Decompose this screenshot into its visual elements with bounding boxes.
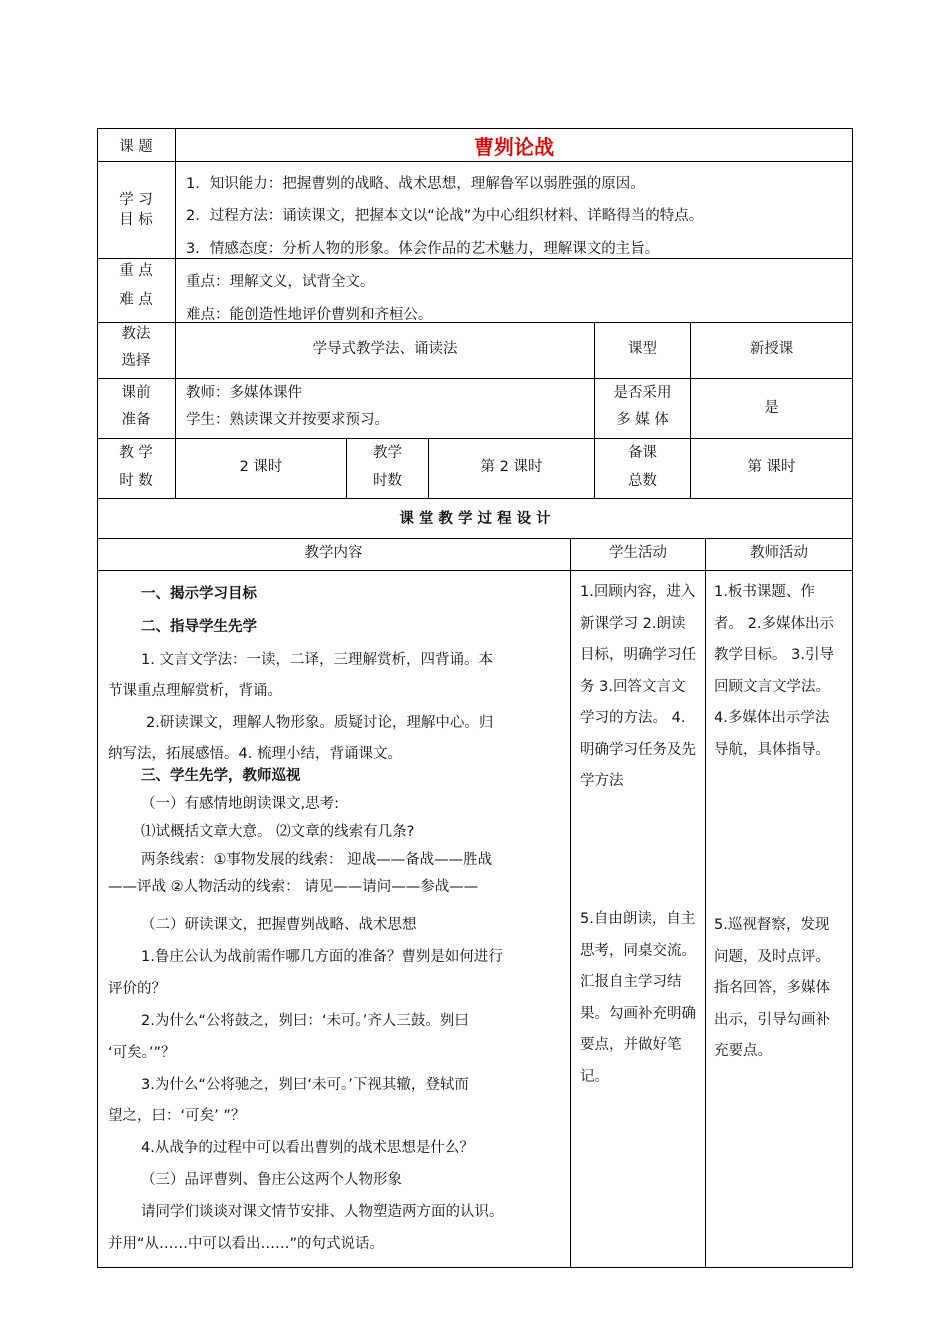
- content-line: ‘可矣。’”？: [108, 1045, 176, 1061]
- goal-item: 1．知识能力：把握曹刿的战略、战术思想，理解鲁军以弱胜强的原因。: [186, 176, 645, 192]
- content-line: 节课重点理解赏析，背诵。: [108, 683, 282, 699]
- content-line: ——评战 ②人物活动的线索： 请见——请问——参战——: [108, 879, 479, 895]
- backup-label-1: 备课: [628, 445, 657, 461]
- media-value: 是: [764, 400, 779, 416]
- method-label-1: 教法: [121, 326, 151, 342]
- content-line: （三）品评曹刿、鲁庄公这两个人物形象: [141, 1172, 402, 1188]
- prep-student: 学生：熟读课文并按要求预习。: [186, 412, 389, 428]
- period-label-1: 教学: [373, 445, 402, 461]
- prep-label-2: 准备: [121, 412, 151, 428]
- key-label-2: 难 点: [119, 292, 153, 308]
- backup-value: 第 课时: [747, 459, 796, 475]
- col-content-header: 教学内容: [304, 545, 363, 561]
- col-teacher-header: 教师活动: [750, 545, 808, 561]
- hours-value: 2 课时: [239, 459, 283, 475]
- content-line: 两条线索：①事物发展的线索： 迎战——备战——胜战: [141, 852, 493, 868]
- prep-teacher: 教师：多媒体课件: [186, 385, 302, 401]
- method-value: 学导式教学法、诵读法: [312, 341, 458, 357]
- content-line: 2.为什么“公将鼓之，刿曰：‘未可。’齐人三鼓。刿曰: [141, 1013, 469, 1029]
- difficult-point: 难点：能创造性地评价曹刿和齐桓公。: [186, 307, 433, 323]
- period-label-2: 时数: [373, 473, 402, 489]
- lesson-title: 曹刿论战: [474, 135, 554, 159]
- content-line: 纳写法，拓展感悟。4. 梳理小结，背诵课文。: [108, 746, 402, 762]
- content-line: ⑴试概括文章大意。 ⑵文章的线索有几条?: [141, 824, 415, 840]
- student-activity-2: 5.自由朗读，自主思考，同桌交流。汇报自主学习结果。勾画补充明确要点，并做好笔记。: [580, 911, 696, 1085]
- content-line: 请同学们谈谈对课文情节安排、人物塑造两方面的认识。: [141, 1204, 504, 1220]
- content-line: 二、指导学生先学: [141, 619, 257, 635]
- hours-label-2: 时 数: [119, 473, 153, 489]
- content-line: 评价的？: [108, 981, 166, 997]
- media-label-1: 是否采用: [613, 385, 672, 401]
- goal-item: 3．情感态度：分析人物的形象。体会作品的艺术魅力，理解课文的主旨。: [186, 241, 660, 257]
- teacher-activity-2: 5.巡视督察，发现问题，及时点评。指名回答，多媒体出示，引导勾画补充要点。: [714, 917, 830, 1059]
- type-label: 课型: [628, 341, 657, 357]
- type-value: 新授课: [749, 341, 794, 357]
- content-line: 一、揭示学习目标: [141, 586, 257, 602]
- media-label-2: 多 媒 体: [616, 412, 669, 428]
- goal-item: 2．过程方法：诵读课文，把握本文以“论战”为中心组织材料、详略得当的特点。: [186, 208, 704, 224]
- prep-label-1: 课前: [121, 385, 151, 401]
- content-line: 并用“从……中可以看出……”的句式说话。: [108, 1236, 385, 1252]
- backup-label-2: 总数: [628, 473, 657, 489]
- key-point: 重点：理解文义，试背全文。: [186, 274, 375, 290]
- content-line: 1. 文言文学法：一读，二译，三理解赏析，四背诵。本: [141, 652, 493, 668]
- col-student-header: 学生活动: [609, 545, 667, 561]
- content-line: 三、学生先学，教师巡视: [141, 768, 301, 784]
- teacher-activity-1: 1.板书课题、作者。 2.多媒体出示教学目标。 3.引导回顾文言文学法。 4.多媒体出示学法导航，具体指导。: [714, 584, 834, 758]
- period-value: 第 2 课时: [480, 459, 543, 475]
- student-activity-1: 1.回顾内容，进入新课学习 2.朗读目标，明确学习任务 3.回答文言文学习的方法。 4.明确学习任务及先学方法: [580, 584, 696, 789]
- key-label-1: 重 点: [119, 263, 153, 279]
- goals-label-2: 目 标: [119, 212, 153, 228]
- section-title: 课 堂 教 学 过 程 设 计: [399, 511, 551, 527]
- method-label-2: 选择: [121, 353, 151, 369]
- content-line: （二）研读课文，把握曹刿战略、战术思想: [141, 917, 417, 933]
- content-line: （一）有感情地朗读课文,思考:: [141, 796, 339, 812]
- topic-label: 课 题: [119, 139, 153, 155]
- content-line: 3.为什么“公将驰之，刿曰‘未可。’下视其辙，登轼而: [141, 1077, 469, 1093]
- goals-label-1: 学 习: [119, 192, 153, 208]
- content-line: 2.研读课文，理解人物形象。质疑讨论，理解中心。归: [146, 715, 494, 731]
- content-line: 1.鲁庄公认为战前需作哪几方面的准备？曹刿是如何进行: [141, 949, 503, 965]
- hours-label-1: 教 学: [119, 445, 153, 461]
- content-line: 4.从战争的过程中可以看出曹刿的战术思想是什么？: [141, 1140, 474, 1156]
- content-line: 望之，曰：‘可矣’ ”？: [108, 1108, 246, 1124]
